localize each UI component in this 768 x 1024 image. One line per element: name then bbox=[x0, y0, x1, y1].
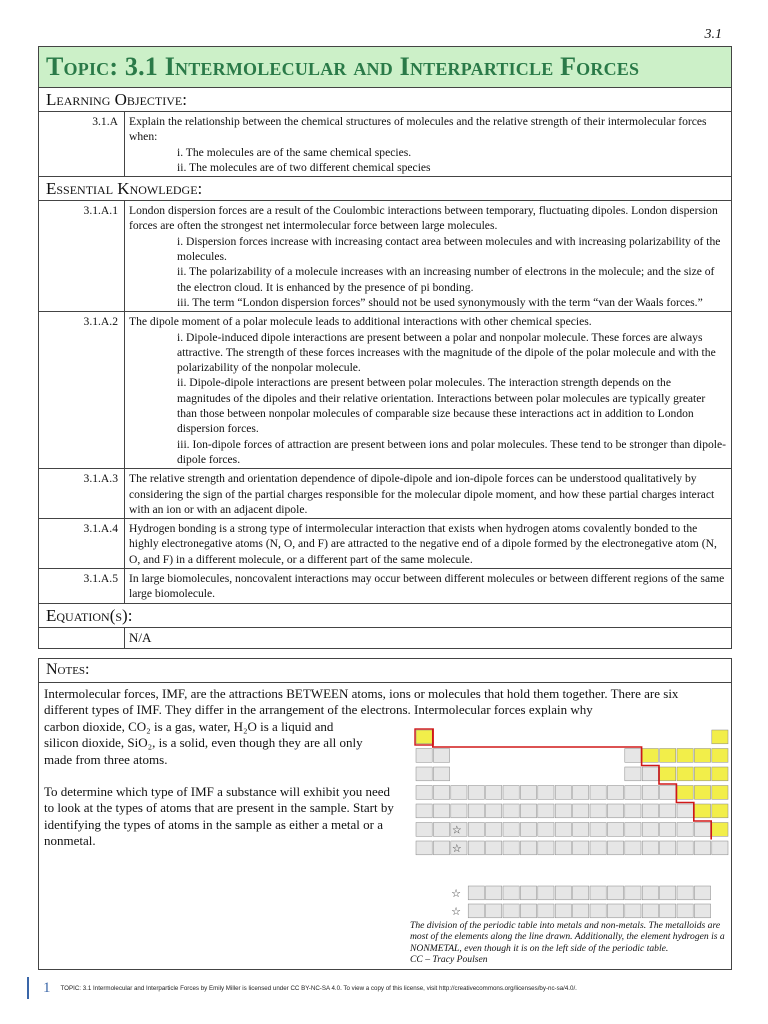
nonmetal-cell bbox=[660, 749, 676, 763]
metal-cell bbox=[625, 786, 641, 800]
metal-cell bbox=[433, 804, 449, 818]
f-block-cell bbox=[486, 904, 502, 918]
nonmetal-cell bbox=[712, 749, 728, 763]
metal-cell bbox=[468, 786, 484, 800]
metal-cell bbox=[590, 841, 606, 855]
metal-cell bbox=[712, 841, 728, 855]
metal-cell bbox=[625, 749, 641, 763]
f-block-cell bbox=[607, 904, 623, 918]
nonmetal-cell bbox=[712, 823, 728, 837]
metal-cell bbox=[416, 749, 432, 763]
periodic-table-caption bbox=[410, 920, 726, 966]
metal-cell bbox=[555, 823, 571, 837]
knowledge-sub: iii. Ion-dipole forces of attraction are present between ions and polar molecules. These tend to be stronger than dipole-dipole forces. bbox=[177, 437, 727, 466]
objective-text: Explain the relationship between the chemical structures of molecules and the relative strength of their intermolecular forces when: bbox=[129, 115, 707, 144]
knowledge-text-cell bbox=[125, 312, 731, 468]
metal-cell bbox=[433, 786, 449, 800]
metal-cell bbox=[433, 841, 449, 855]
nonmetal-cell bbox=[694, 767, 710, 781]
metal-cell bbox=[433, 767, 449, 781]
f-block-cell bbox=[694, 886, 710, 900]
metal-cell bbox=[607, 823, 623, 837]
equations-heading: Equation(s): bbox=[39, 604, 731, 628]
knowledge-code: 3.1.A.2 bbox=[39, 312, 125, 468]
metal-cell bbox=[433, 823, 449, 837]
nonmetal-cell bbox=[694, 804, 710, 818]
metal-cell bbox=[486, 804, 502, 818]
f-block-cell bbox=[625, 904, 641, 918]
f-block-cell bbox=[573, 904, 589, 918]
f-block-cell bbox=[677, 904, 693, 918]
objective-code: 3.1.A bbox=[39, 112, 125, 176]
knowledge-row bbox=[39, 201, 731, 312]
notes-line2: silicon dioxide, SiO₂, is a solid, even though they are all only made from three atoms. bbox=[44, 735, 363, 767]
equations-row bbox=[39, 628, 731, 648]
f-block-cell bbox=[486, 886, 502, 900]
knowledge-sub: ii. Dipole-dipole interactions are present between polar molecules. The interaction strength depends on the magnitudes of the dipoles and their relative orientation. Interactions between polar molecules are typically greater than those between nonpolar molecules of comparable size because these interactions act in addition to London dispersion forces. bbox=[177, 376, 706, 436]
metal-cell bbox=[573, 841, 589, 855]
f-block-cell bbox=[660, 886, 676, 900]
metal-cell bbox=[503, 823, 519, 837]
nonmetal-cell bbox=[712, 730, 728, 744]
knowledge-sub: i. Dipole-induced dipole interactions are present between a polar and nonpolar molecule. These forces are always attractive. The strength of these forces increases with the magnitude of the dipole of the polar molecule and with the polarizability of the nonpolar molecule. bbox=[177, 330, 716, 375]
page-number: 3.1 bbox=[704, 27, 722, 42]
metal-cell bbox=[416, 804, 432, 818]
metal-cell bbox=[433, 749, 449, 763]
f-block-cell bbox=[468, 886, 484, 900]
metal-cell bbox=[677, 804, 693, 818]
knowledge-sub: i. Dispersion forces increase with increasing contact area between molecules and with increasing polarizability of the molecules. bbox=[177, 234, 721, 264]
nonmetal-cell bbox=[416, 730, 432, 744]
footer-page-number: 1 bbox=[43, 979, 51, 996]
metal-cell bbox=[590, 804, 606, 818]
f-block-cell bbox=[503, 904, 519, 918]
nonmetal-cell bbox=[712, 786, 728, 800]
metal-cell bbox=[660, 823, 676, 837]
f-block-cell bbox=[573, 886, 589, 900]
f-block-cell bbox=[520, 886, 536, 900]
equations-value: N/A bbox=[129, 629, 152, 645]
metal-cell bbox=[555, 841, 571, 855]
metal-cell bbox=[451, 786, 467, 800]
metal-cell bbox=[573, 786, 589, 800]
metal-cell bbox=[538, 786, 554, 800]
metal-cell bbox=[625, 767, 641, 781]
f-block-cell bbox=[520, 904, 536, 918]
nonmetal-cell bbox=[677, 767, 693, 781]
metal-cell bbox=[451, 804, 467, 818]
metal-cell bbox=[486, 823, 502, 837]
metal-cell bbox=[590, 786, 606, 800]
metal-cell bbox=[625, 841, 641, 855]
metal-cell bbox=[503, 786, 519, 800]
topic-title: Topic: 3.1 Intermolecular and Interparticle Forces bbox=[46, 52, 640, 81]
footer-accent-bar bbox=[27, 977, 29, 999]
knowledge-sub: iii. The term “London dispersion forces” should not be used synonymously with the term “van der Waals forces.” bbox=[177, 295, 703, 309]
f-block-cell bbox=[468, 904, 484, 918]
metal-cell bbox=[677, 823, 693, 837]
metal-cell bbox=[694, 841, 710, 855]
knowledge-row bbox=[39, 569, 731, 604]
knowledge-code: 3.1.A.4 bbox=[39, 519, 125, 568]
notes-line1: carbon dioxide, CO₂ is a gas, water, H₂O is a liquid and bbox=[44, 718, 334, 734]
metal-cell bbox=[503, 841, 519, 855]
f-block-cell bbox=[538, 904, 554, 918]
metal-cell bbox=[503, 804, 519, 818]
metal-cell bbox=[486, 841, 502, 855]
metal-cell bbox=[416, 823, 432, 837]
nonmetal-cell bbox=[642, 749, 658, 763]
knowledge-text: Hydrogen bonding is a strong type of intermolecular interaction that exists when hydrogen atoms covalently bonded to the highly electronegative atoms (N, O, and F) are attracted to the negative end of a dipole formed by the electronegative atom (N, O, and F) in a different molecule, or a different part of the same molecule. bbox=[129, 522, 717, 566]
star-marker-icon: ☆ bbox=[451, 906, 461, 918]
metal-cell bbox=[642, 823, 658, 837]
objective-text-cell bbox=[125, 112, 731, 176]
metal-cell bbox=[590, 823, 606, 837]
metal-cell bbox=[642, 767, 658, 781]
knowledge-row bbox=[39, 312, 731, 469]
f-block-cell bbox=[503, 886, 519, 900]
nonmetal-cell bbox=[694, 786, 710, 800]
f-block-cell bbox=[660, 904, 676, 918]
metal-cell bbox=[486, 786, 502, 800]
notes-intro: Intermolecular forces, IMF, are the attractions BETWEEN atoms, ions or molecules that hold them together. There are six different types of IMF. They differ in the arrangement of the electrons. Intermolecular forces explain why bbox=[44, 686, 679, 718]
knowledge-code: 3.1.A.3 bbox=[39, 469, 125, 518]
f-block-cell bbox=[590, 886, 606, 900]
metal-cell bbox=[555, 786, 571, 800]
metal-cell bbox=[468, 841, 484, 855]
knowledge-code: 3.1.A.5 bbox=[39, 569, 125, 603]
objective-sub: i. The molecules are of the same chemical species. bbox=[177, 145, 412, 159]
f-block-cell bbox=[677, 886, 693, 900]
metal-cell bbox=[677, 841, 693, 855]
notes-para2: To determine which type of IMF a substance will exhibit you need to look at the types of atoms that are present in the sample. Start by identifying the types of atoms in the sample as either a metal or a nonmetal. bbox=[44, 784, 394, 849]
metal-cell bbox=[538, 823, 554, 837]
nonmetal-cell bbox=[660, 767, 676, 781]
footer-license: TOPIC: 3.1 Intermolecular and Interparticle Forces by Emily Miller is licensed under CC BY-NC-SA 4.0. To view a copy of this license, visit http://creativecommons.org/licenses/by-nc-sa/4.0/. bbox=[60, 984, 577, 992]
metal-cell bbox=[416, 767, 432, 781]
metal-cell bbox=[642, 841, 658, 855]
f-block-cell bbox=[555, 886, 571, 900]
nonmetal-cell bbox=[677, 749, 693, 763]
metal-cell bbox=[416, 786, 432, 800]
star-marker-icon: ☆ bbox=[451, 843, 462, 855]
f-block-cell bbox=[642, 886, 658, 900]
metal-cell bbox=[607, 841, 623, 855]
footer bbox=[27, 977, 577, 999]
metal-cell bbox=[520, 823, 536, 837]
learning-objective-row bbox=[39, 112, 731, 177]
metal-cell bbox=[468, 804, 484, 818]
f-block-cell bbox=[625, 886, 641, 900]
metal-cell bbox=[607, 786, 623, 800]
periodic-table-image bbox=[410, 728, 732, 928]
f-block-cell bbox=[590, 904, 606, 918]
metal-cell bbox=[573, 804, 589, 818]
learning-objective-heading: Learning Objective: bbox=[39, 88, 731, 112]
metal-cell bbox=[538, 804, 554, 818]
nonmetal-cell bbox=[712, 767, 728, 781]
metal-cell bbox=[694, 823, 710, 837]
metal-cell bbox=[538, 841, 554, 855]
metal-cell bbox=[625, 823, 641, 837]
objective-sub: ii. The molecules are of two different chemical species bbox=[177, 160, 431, 174]
metal-cell bbox=[660, 841, 676, 855]
notes-heading: Notes: bbox=[39, 659, 731, 683]
metal-cell bbox=[555, 804, 571, 818]
metal-cell bbox=[573, 823, 589, 837]
knowledge-text: In large biomolecules, noncovalent interactions may occur between different molecules or between different regions of the same large biomolecule. bbox=[129, 572, 725, 601]
knowledge-text: London dispersion forces are a result of the Coulombic interactions between temporary, fluctuating dipoles. London dispersion forces are often the strongest net intermolecular force between large molecules. bbox=[129, 204, 718, 233]
caption-text: The division of the periodic table into metals and non-metals. The metalloids are most of the elements along the line drawn. Additionally, the element hydrogen is a NONMETAL, even though it is on the left side of the periodic table. bbox=[410, 920, 725, 954]
metal-cell bbox=[520, 786, 536, 800]
metal-cell bbox=[468, 823, 484, 837]
metal-cell bbox=[607, 804, 623, 818]
metal-cell bbox=[660, 786, 676, 800]
metal-cell bbox=[520, 804, 536, 818]
knowledge-row bbox=[39, 469, 731, 519]
f-block-cell bbox=[607, 886, 623, 900]
f-block-cell bbox=[694, 904, 710, 918]
nonmetal-cell bbox=[712, 804, 728, 818]
notes-left-column bbox=[44, 719, 394, 850]
caption-credit: CC – Tracy Poulsen bbox=[410, 954, 488, 966]
metal-cell bbox=[660, 804, 676, 818]
f-block-cell bbox=[642, 904, 658, 918]
knowledge-text: The dipole moment of a polar molecule leads to additional interactions with other chemical species. bbox=[129, 315, 592, 329]
knowledge-row bbox=[39, 519, 731, 569]
star-marker-icon: ☆ bbox=[451, 824, 462, 837]
topic-title-row bbox=[39, 47, 731, 88]
metal-cell bbox=[642, 804, 658, 818]
metal-cell bbox=[520, 841, 536, 855]
star-marker-icon: ☆ bbox=[451, 888, 461, 900]
knowledge-text: The relative strength and orientation dependence of dipole-dipole and ion-dipole forces can be understood qualitatively by considering the sign of the partial charges responsible for the molecular dipole moment, and how these partial charges interact with an ion or with an adjacent dipole. bbox=[129, 472, 715, 516]
equations-code-cell bbox=[39, 628, 125, 648]
nonmetal-cell bbox=[677, 786, 693, 800]
metal-cell bbox=[625, 804, 641, 818]
knowledge-text-cell bbox=[125, 201, 731, 311]
metal-cell bbox=[642, 786, 658, 800]
nonmetal-cell bbox=[694, 749, 710, 763]
essential-knowledge-heading: Essential Knowledge: bbox=[39, 177, 731, 201]
metal-cell bbox=[416, 841, 432, 855]
f-block-cell bbox=[555, 904, 571, 918]
knowledge-sub: ii. The polarizability of a molecule increases with an increasing number of electrons in the molecule; and the size of the electron cloud. It is enhanced by the presence of pi bonding. bbox=[177, 265, 715, 294]
knowledge-code: 3.1.A.1 bbox=[39, 201, 125, 311]
f-block-cell bbox=[538, 886, 554, 900]
topic-table bbox=[38, 46, 732, 649]
